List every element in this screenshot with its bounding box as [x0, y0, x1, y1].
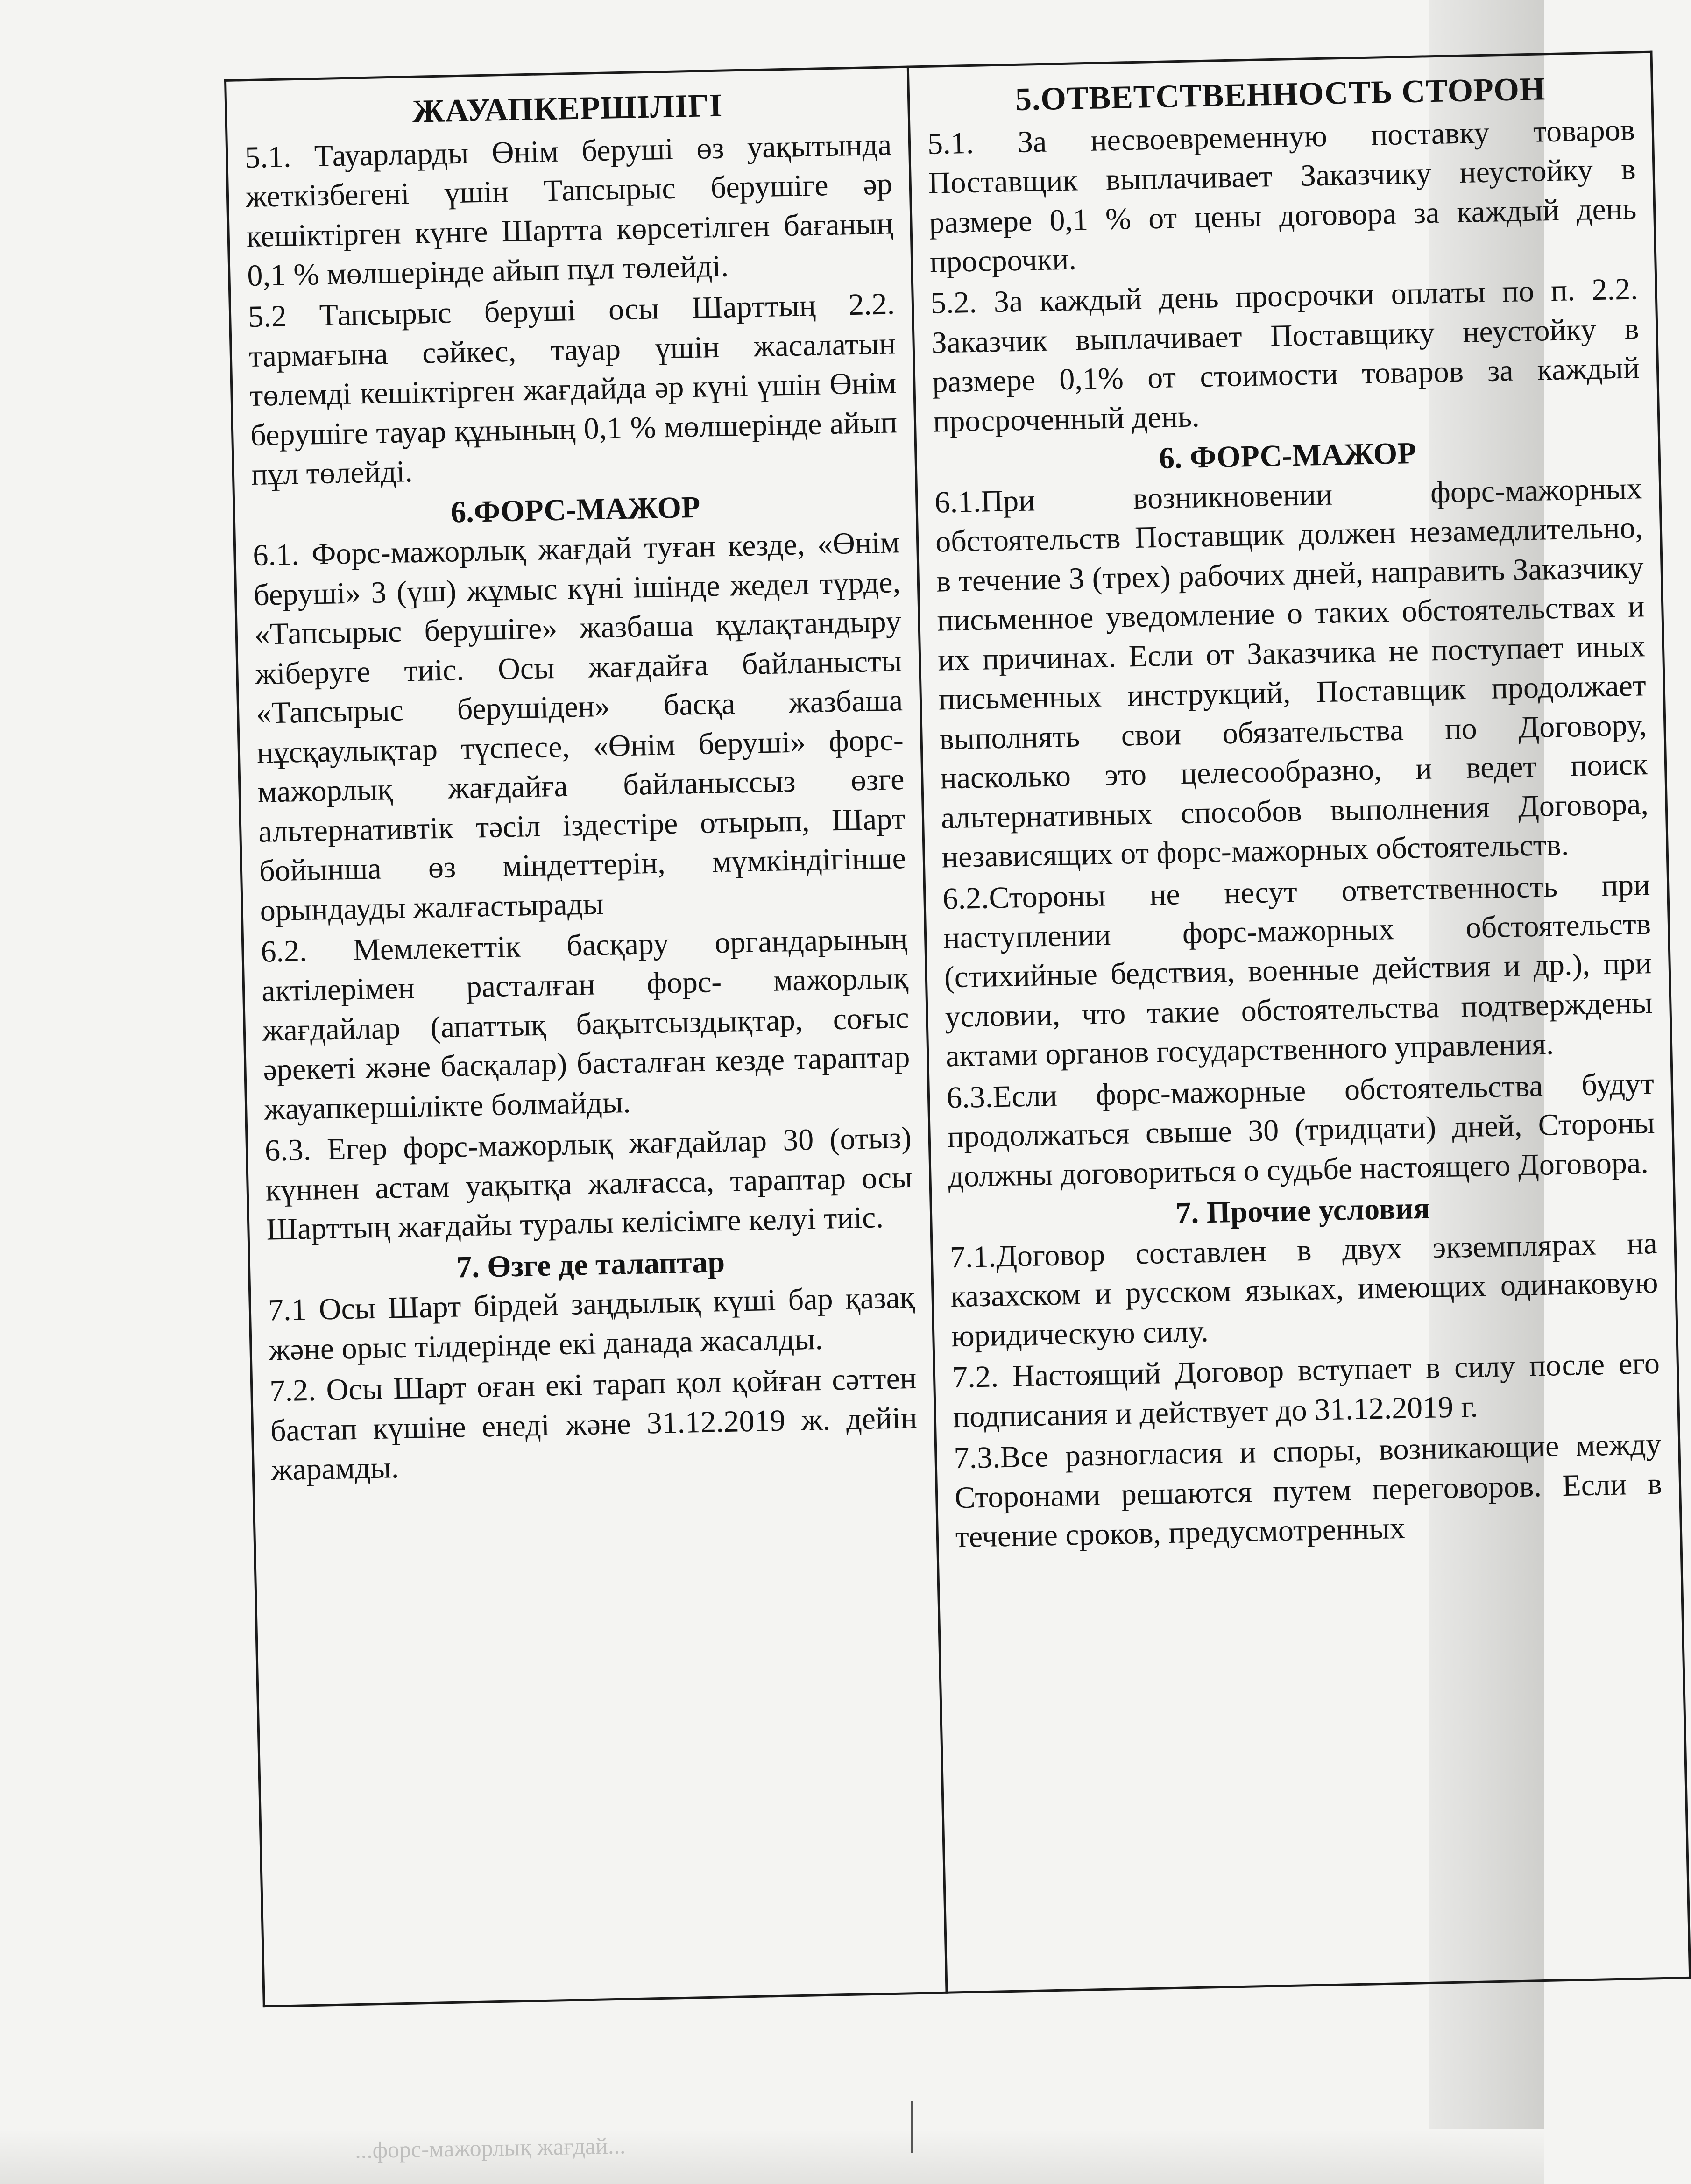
kz-clause-5-1: 5.1. Тауарларды Өнім беруші өз уақытында жеткізбегені үшін Тапсырыс берушіге әр кешіктірген күнге Шартта көрсетілген бағаның 0,1 % мөлшерінде айып пұл төлейді. — [244, 127, 894, 293]
kz-heading-force-majeure: 6.ФОРС-МАЖОР — [450, 490, 700, 530]
ru-clause-6-2: 6.2.Стороны не несут ответственность при наступлении форс-мажорных обстоятельств (стихийные бедствия, военные действия и др.), при условии, что такие обстоятельства подтверждены актами органов государственного управления. — [942, 867, 1653, 1074]
kz-clause-7-2: 7.2. Осы Шарт оған екі тарап қол қойған сәттен бастап күшіне енеді және 31.12.2019 ж. дейін жарамды. — [269, 1361, 918, 1487]
kazakh-column — [226, 67, 947, 2007]
ru-clause-7-1: 7.1.Договор составлен в двух экземплярах на казахском и русском языках, имеющих одинаковую юридическую силу. — [949, 1226, 1659, 1353]
ru-clause-6-3: 6.3.Если форс-мажорные обстоятельства будут продолжаться свыше 30 (тридцати) дней, Стороны должны договориться о судьбе настоящего Договора. — [946, 1066, 1656, 1194]
ru-clause-7-3: 7.3.Все разногласия и споры, возникающие между Сторонами решаются путем переговоров. Если в течение сроков, предусмотренных — [953, 1427, 1663, 1555]
table-row — [226, 52, 1690, 2006]
russian-column — [908, 52, 1690, 1993]
kz-clause-6-2: 6.2. Мемлекеттік басқару органдарының актілерімен расталған форс- мажорлық жағдайлар (апаттық бақытсыздықтар, соғыс әрекеті және басқалар) басталған кезде тараптар жауапкершілікте болмайды. — [260, 921, 911, 1127]
ru-clause-6-1: 6.1.При возникновении форс-мажорных обстоятельств Поставщик должен незамедлительно, в течение 3 (трех) рабочих дней, направить Заказчику письменное уведомление о таких обстоятельствах и их причинах. Если от Заказчика не поступает иных письменных инструкций, Поставщик продолжает выполнять свои обязательства по Договору, насколько это целесообразно, и ведет поиск альтернативных способов выполнения Договора, независящих от форс-мажорных обстоятельств. — [934, 471, 1649, 875]
ru-clause-7-2: 7.2. Настоящий Договор вступает в силу после его подписания и действует до 31.12.2019 г. — [952, 1346, 1660, 1434]
kz-heading-liability: ЖАУАПКЕРШІЛІГІ — [412, 87, 723, 130]
kz-clause-6-3: 6.3. Егер форс-мажорлық жағдайлар 30 (отыз) күннен астам уақытқа жалғасса, тараптар осы Шарттың жағдайы туралы келісімге келуі тиіс. — [264, 1121, 913, 1247]
ru-clause-5-2: 5.2. За каждый день просрочки оплаты по п. 2.2. Заказчик выплачивает Поставщику неустойку в размере 0,1% от стоимости товаров за каждый просроченный день. — [930, 272, 1640, 439]
contract-sheet — [224, 52, 1663, 2007]
kz-clause-6-1: 6.1. Форс-мажорлық жағдай туған кезде, «Өнім беруші» 3 (үш) жұмыс күні ішінде жедел түрде, «Тапсырыс берушіге» жазбаша құлақтандыру жіберуге тиіс. Осы жағдайға байланысты «Тапсырыс берушіден» басқа жазбаша нұсқаулықтар түспесе, «Өнім беруші» форс-мажорлық жағдайға байланыссыз өзге альтернативтік тәсіл іздестіре отырып, Шарт бойынша өз міндеттерін, мүмкіндігінше орындауды жалғастырады — [252, 525, 906, 928]
kz-clause-7-1: 7.1 Осы Шарт бірдей заңдылық күші бар қазақ және орыс тілдерінде екі данада жасалды. — [268, 1280, 915, 1367]
ru-heading-force-majeure: 6. ФОРС-МАЖОР — [1159, 436, 1417, 476]
footer-bleed-text: ...форс-мажорлық жағдай... — [354, 2132, 626, 2163]
ru-heading-other-terms: 7. Прочие условия — [1175, 1191, 1430, 1230]
bilingual-contract-table — [224, 51, 1691, 2008]
kz-heading-other-terms: 7. Өзге де талаптар — [456, 1244, 725, 1285]
kz-clause-5-2: 5.2 Тапсырыс беруші осы Шарттың 2.2. тармағына сәйкес, тауар үшін жасалатын төлемді кешіктірген жағдайда әр күні үшін Өнім берушіге тауар құнының 0,1 % мөлшерінде айып пұл төлейді. — [248, 287, 898, 492]
ru-heading-liability: 5.ОТВЕТСТВЕННОСТЬ СТОРОН — [1015, 71, 1546, 118]
ru-clause-5-1: 5.1. За несвоевременную поставку товаров Поставщик выплачивает Заказчику неустойку в размере 0,1 % от цены договора за каждый день просрочки. — [927, 112, 1637, 279]
